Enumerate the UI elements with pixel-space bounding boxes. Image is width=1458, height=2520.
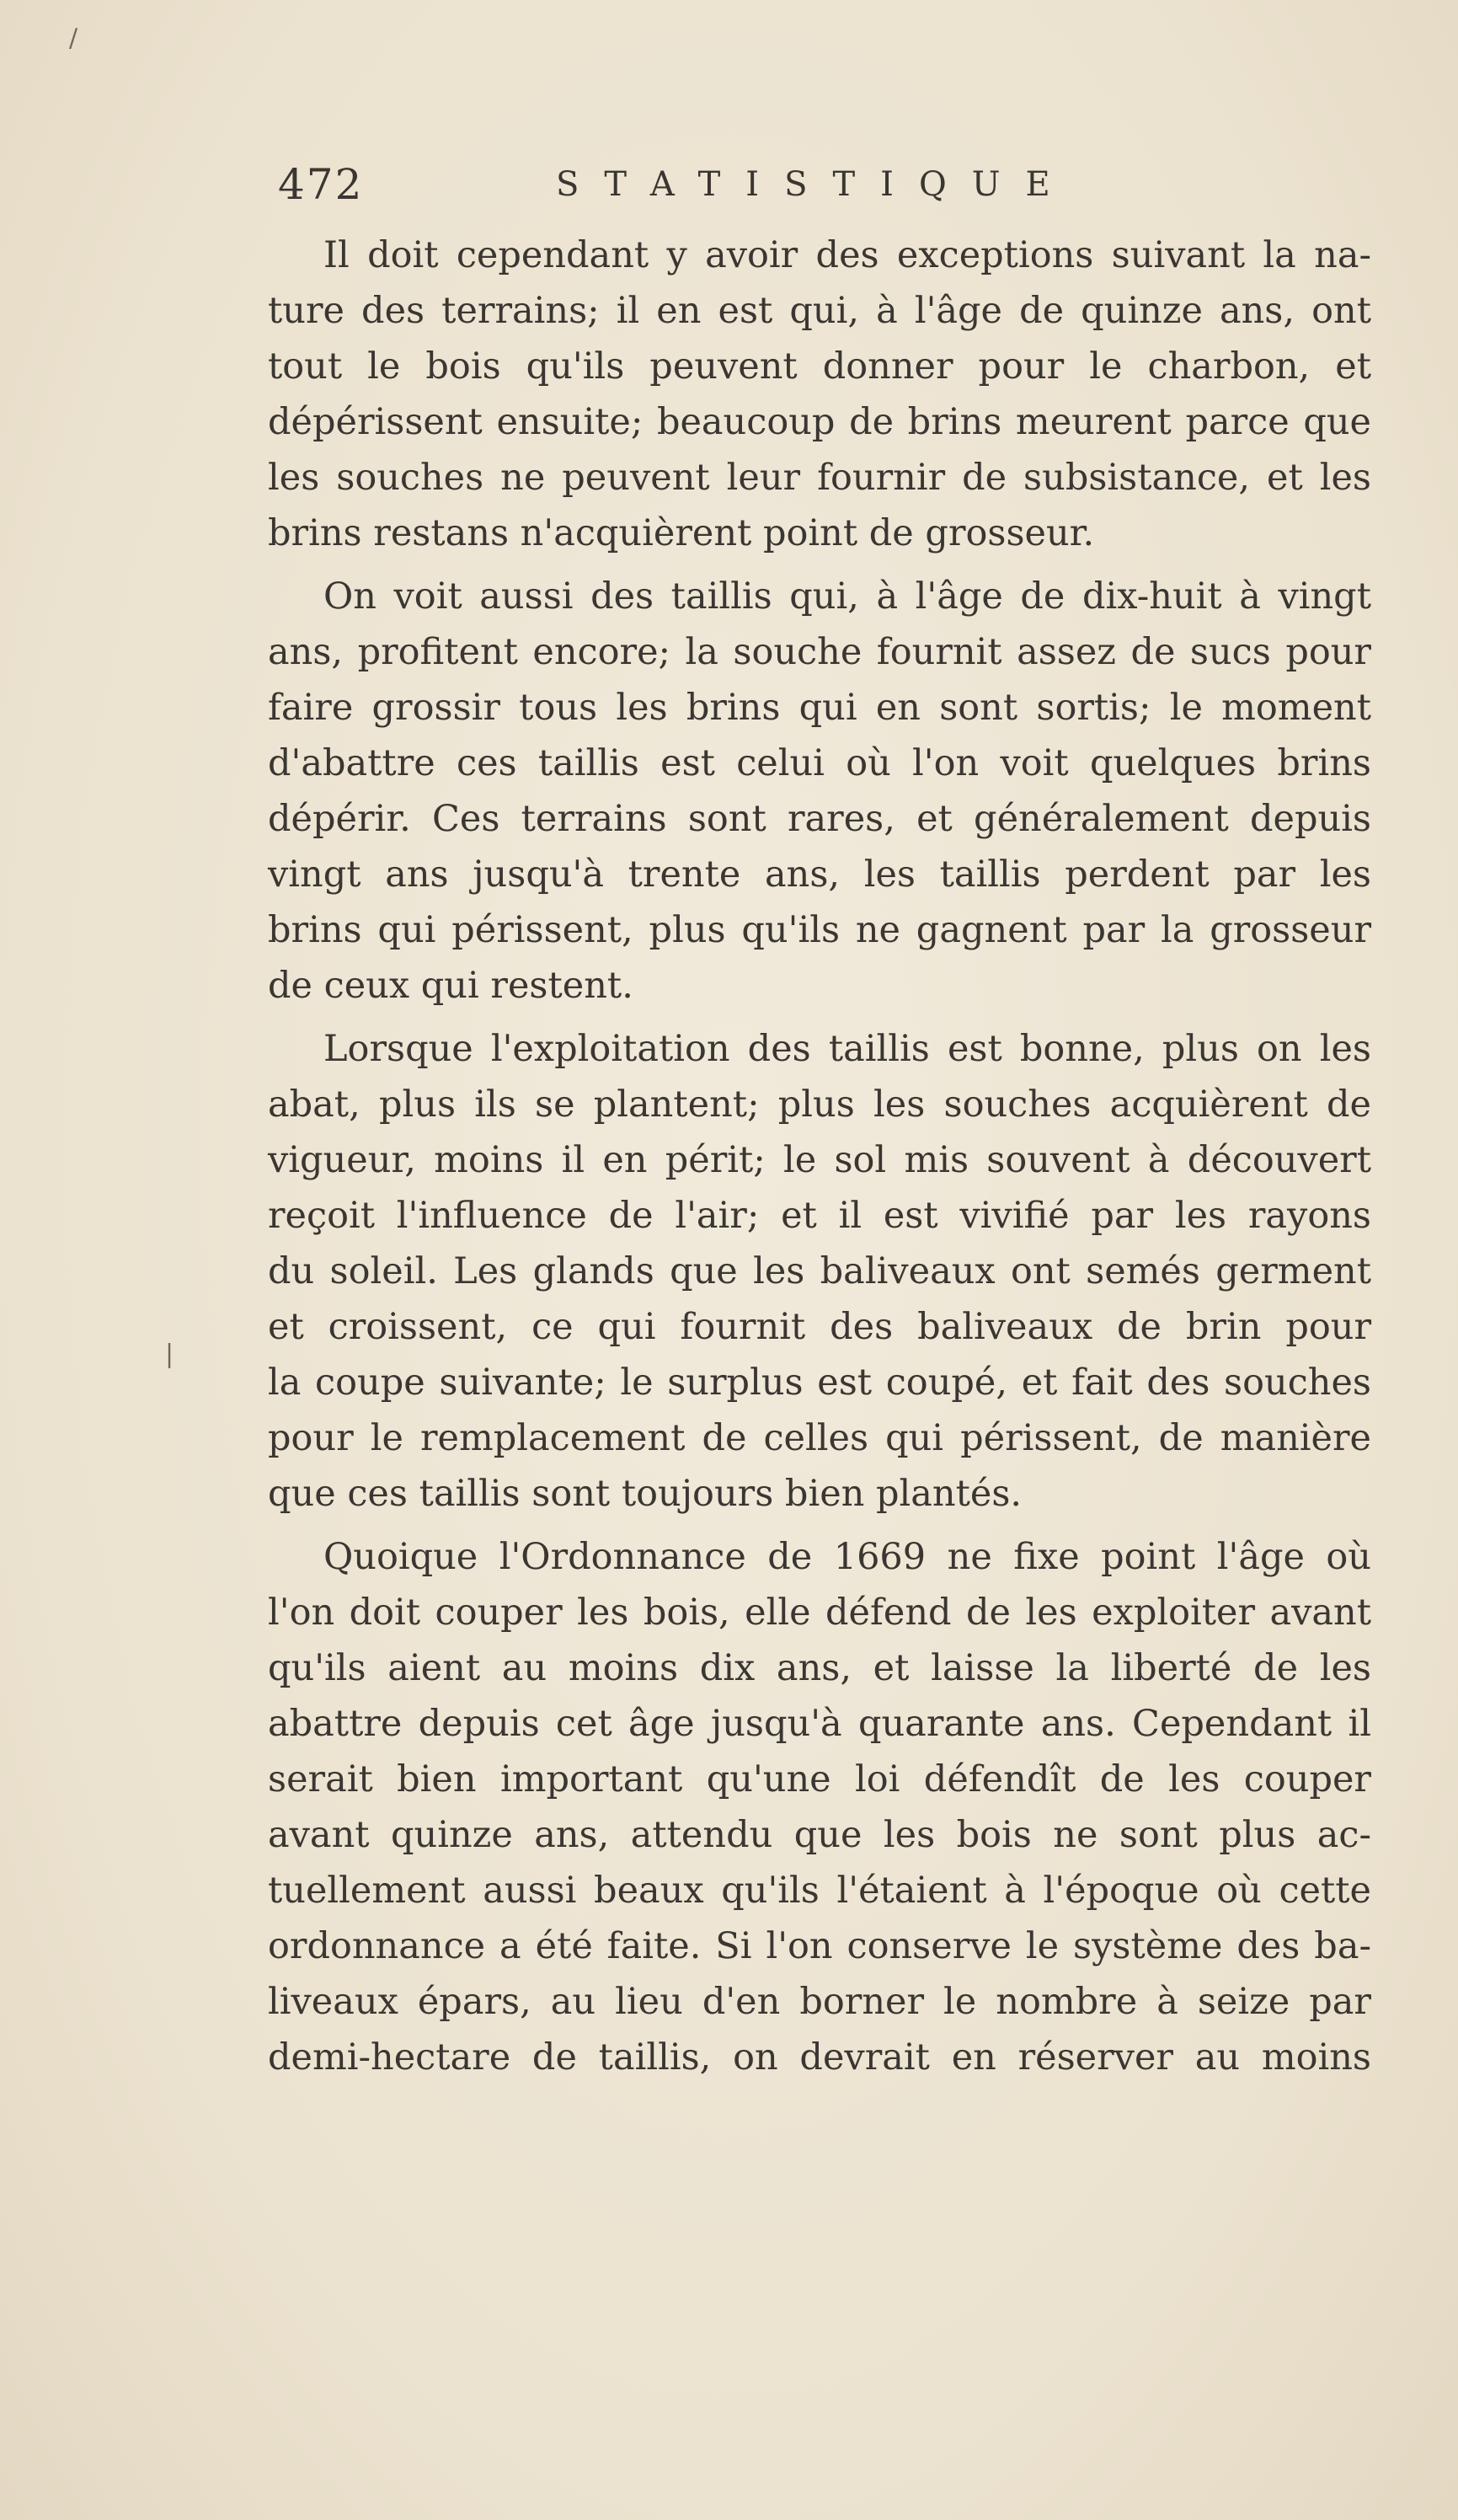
text-line: reçoit l'influence de l'air; et il est vivifié par les rayons [268,1195,1371,1237]
body-text [268,227,1371,2085]
running-head [278,160,1398,219]
text-line: On voit aussi des taillis qui, à l'âge de dix-huit à vingt [323,575,1371,618]
pencil-mark-margin: | [165,1340,174,1369]
text-line: Quoique l'Ordonnance de 1669 ne fixe point l'âge où [323,1536,1371,1578]
running-title: STATISTIQUE [556,165,1076,204]
text-line: abattre depuis cet âge jusqu'à quarante ans. Cependant il [268,1703,1371,1745]
text-line: brins restans n'acquièrent point de grosseur. [268,512,1095,554]
text-line: vigueur, moins il en périt; le sol mis souvent à découvert [268,1139,1371,1181]
text-line: ans, profitent encore; la souche fournit assez de sucs pour [268,631,1371,673]
text-line: brins qui périssent, plus qu'ils ne gagnent par la grosseur [268,909,1371,951]
text-line: liveaux épars, au lieu d'en borner le nombre à seize par [268,1981,1371,2023]
text-line: faire grossir tous les brins qui en sont sortis; le moment [268,687,1371,729]
pencil-mark-top: / [69,24,78,53]
text-line: l'on doit couper les bois, elle défend de les exploiter avant [268,1592,1371,1634]
paragraph-gap [268,561,1371,569]
text-line: Il doit cependant y avoir des exceptions suivant la na- [323,234,1371,276]
text-line: de ceux qui restent. [268,965,633,1007]
text-line: les souches ne peuvent leur fournir de subsistance, et les [268,457,1371,499]
paragraph [268,227,1371,561]
text-line: ordonnance a été faite. Si l'on conserve le système des ba- [268,1925,1371,1967]
text-line: Lorsque l'exploitation des taillis est bonne, plus on les [323,1028,1371,1070]
text-line: tout le bois qu'ils peuvent donner pour le charbon, et [268,345,1371,388]
text-line: avant quinze ans, attendu que les bois ne sont plus ac- [268,1814,1371,1856]
paragraph [268,569,1371,1014]
text-line: demi-hectare de taillis, on devrait en réserver au moins [268,2036,1371,2079]
text-line: serait bien important qu'une loi défendît de les couper [268,1758,1371,1800]
paragraph [268,1529,1371,2085]
text-line: vingt ans jusqu'à trente ans, les taillis perdent par les [268,853,1371,896]
text-line: et croissent, ce qui fournit des baliveaux de brin pour [268,1306,1371,1348]
text-line: dépérir. Ces terrains sont rares, et généralement depuis [268,798,1371,840]
text-line: abat, plus ils se plantent; plus les souches acquièrent de [268,1083,1371,1126]
paragraph-gap [268,1014,1371,1021]
paragraph-gap [268,1522,1371,1529]
text-line: tuellement aussi beaux qu'ils l'étaient à l'époque où cette [268,1870,1371,1912]
text-line: ture des terrains; il en est qui, à l'âge de quinze ans, ont [268,290,1371,332]
text-line: qu'ils aient au moins dix ans, et laisse la liberté de les [268,1647,1371,1689]
text-line: que ces taillis sont toujours bien plantés. [268,1473,1023,1515]
text-line: d'abattre ces taillis est celui où l'on voit quelques brins [268,742,1371,784]
text-line: du soleil. Les glands que les baliveaux ont semés germent [268,1250,1371,1292]
text-line: la coupe suivante; le surplus est coupé, et fait des souches [268,1362,1371,1404]
text-line: dépérissent ensuite; beaucoup de brins meurent parce que [268,401,1371,443]
text-line: pour le remplacement de celles qui périssent, de manière [268,1417,1371,1459]
page-number: 472 [278,160,364,209]
paragraph [268,1021,1371,1522]
